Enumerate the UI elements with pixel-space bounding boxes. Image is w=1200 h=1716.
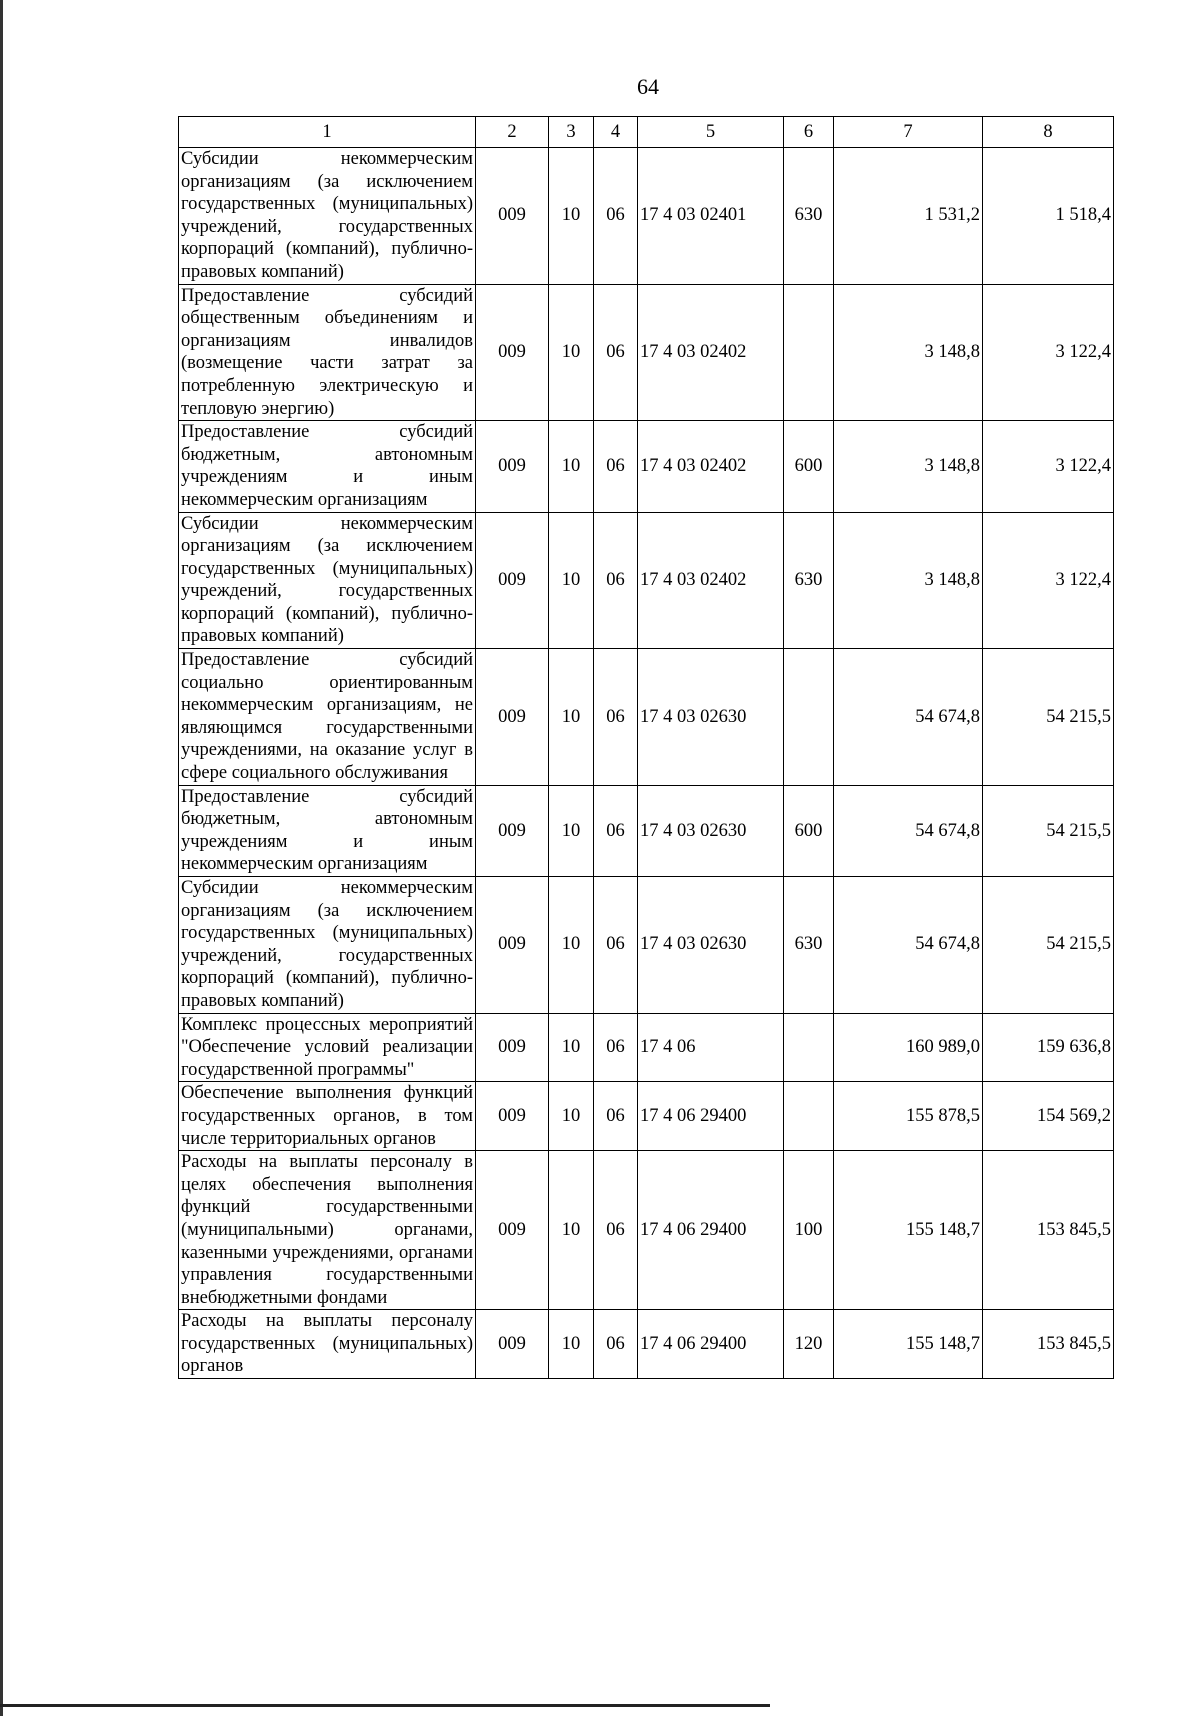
amount-cell: 3 122,4 [983, 421, 1114, 512]
amount-cell: 54 215,5 [983, 785, 1114, 876]
column-header: 1 [179, 117, 476, 148]
target-article-cell: 17 4 03 02402 [638, 512, 784, 649]
admin-code-cell: 009 [476, 877, 549, 1014]
target-article-cell: 17 4 06 29400 [638, 1151, 784, 1310]
row-name-cell: Субсидии некоммерческим организациям (за исключением государственных (муниципальных) учреждений, государственных корпораций (компаний), публично-правовых компаний) [179, 148, 476, 285]
target-article-cell: 17 4 06 29400 [638, 1082, 784, 1151]
amount-cell: 54 215,5 [983, 877, 1114, 1014]
subsection-cell: 06 [594, 148, 638, 285]
admin-code-cell: 009 [476, 1082, 549, 1151]
target-article-cell: 17 4 03 02630 [638, 649, 784, 786]
section-cell: 10 [549, 649, 594, 786]
admin-code-cell: 009 [476, 785, 549, 876]
row-name-cell: Предоставление субсидий социально ориентированным некоммерческим организациям, не являющимся государственными учреждениями, на оказание услуг в сфере социального обслуживания [179, 649, 476, 786]
subsection-cell: 06 [594, 1310, 638, 1379]
expense-type-cell [784, 1013, 834, 1082]
amount-cell: 153 845,5 [983, 1310, 1114, 1379]
subsection-cell: 06 [594, 649, 638, 786]
subsection-cell: 06 [594, 284, 638, 421]
subsection-cell: 06 [594, 421, 638, 512]
amount-cell: 54 674,8 [834, 877, 983, 1014]
expense-type-cell: 600 [784, 421, 834, 512]
table-row [179, 1013, 1114, 1082]
target-article-cell: 17 4 03 02402 [638, 284, 784, 421]
amount-cell: 160 989,0 [834, 1013, 983, 1082]
admin-code-cell: 009 [476, 1013, 549, 1082]
target-article-cell: 17 4 03 02630 [638, 785, 784, 876]
target-article-cell: 17 4 03 02402 [638, 421, 784, 512]
table-row [179, 1151, 1114, 1310]
amount-cell: 153 845,5 [983, 1151, 1114, 1310]
column-header: 5 [638, 117, 784, 148]
subsection-cell: 06 [594, 1151, 638, 1310]
amount-cell: 155 878,5 [834, 1082, 983, 1151]
amount-cell: 155 148,7 [834, 1151, 983, 1310]
section-cell: 10 [549, 785, 594, 876]
table-row [179, 421, 1114, 512]
admin-code-cell: 009 [476, 148, 549, 285]
column-header: 8 [983, 117, 1114, 148]
section-cell: 10 [549, 148, 594, 285]
budget-table [178, 116, 1114, 1379]
amount-cell: 3 122,4 [983, 284, 1114, 421]
amount-cell: 154 569,2 [983, 1082, 1114, 1151]
expense-type-cell: 600 [784, 785, 834, 876]
column-header: 6 [784, 117, 834, 148]
amount-cell: 1 518,4 [983, 148, 1114, 285]
admin-code-cell: 009 [476, 284, 549, 421]
table-row [179, 1310, 1114, 1379]
column-header: 4 [594, 117, 638, 148]
section-cell: 10 [549, 512, 594, 649]
expense-type-cell: 120 [784, 1310, 834, 1379]
section-cell: 10 [549, 877, 594, 1014]
subsection-cell: 06 [594, 1082, 638, 1151]
section-cell: 10 [549, 421, 594, 512]
section-cell: 10 [549, 1151, 594, 1310]
target-article-cell: 17 4 03 02630 [638, 877, 784, 1014]
target-article-cell: 17 4 06 [638, 1013, 784, 1082]
section-cell: 10 [549, 1013, 594, 1082]
amount-cell: 3 148,8 [834, 284, 983, 421]
expense-type-cell [784, 1082, 834, 1151]
admin-code-cell: 009 [476, 1310, 549, 1379]
row-name-cell: Комплекс процессных мероприятий "Обеспечение условий реализации государственной программы" [179, 1013, 476, 1082]
admin-code-cell: 009 [476, 649, 549, 786]
row-name-cell: Расходы на выплаты персоналу государственных (муниципальных) органов [179, 1310, 476, 1379]
amount-cell: 3 122,4 [983, 512, 1114, 649]
amount-cell: 3 148,8 [834, 421, 983, 512]
expense-type-cell [784, 649, 834, 786]
column-header: 2 [476, 117, 549, 148]
row-name-cell: Предоставление субсидий бюджетным, автономным учреждениям и иным некоммерческим организациям [179, 785, 476, 876]
subsection-cell: 06 [594, 877, 638, 1014]
amount-cell: 155 148,7 [834, 1310, 983, 1379]
row-name-cell: Расходы на выплаты персоналу в целях обеспечения выполнения функций государственными (муниципальными) органами, казенными учреждениями, органами управления государственными внебюджетными фондами [179, 1151, 476, 1310]
section-cell: 10 [549, 1310, 594, 1379]
row-name-cell: Предоставление субсидий бюджетным, автономным учреждениям и иным некоммерческим организациям [179, 421, 476, 512]
amount-cell: 159 636,8 [983, 1013, 1114, 1082]
amount-cell: 1 531,2 [834, 148, 983, 285]
section-cell: 10 [549, 1082, 594, 1151]
column-header: 3 [549, 117, 594, 148]
column-header: 7 [834, 117, 983, 148]
amount-cell: 54 674,8 [834, 649, 983, 786]
table-row [179, 284, 1114, 421]
subsection-cell: 06 [594, 512, 638, 649]
table-row [179, 649, 1114, 786]
table-row [179, 785, 1114, 876]
expense-type-cell [784, 284, 834, 421]
table-row [179, 1082, 1114, 1151]
section-cell: 10 [549, 284, 594, 421]
row-name-cell: Предоставление субсидий общественным объединениям и организациям инвалидов (возмещение части затрат за потребленную электрическую и тепловую энергию) [179, 284, 476, 421]
admin-code-cell: 009 [476, 421, 549, 512]
target-article-cell: 17 4 06 29400 [638, 1310, 784, 1379]
row-name-cell: Субсидии некоммерческим организациям (за исключением государственных (муниципальных) учреждений, государственных корпораций (компаний), публично-правовых компаний) [179, 877, 476, 1014]
subsection-cell: 06 [594, 785, 638, 876]
target-article-cell: 17 4 03 02401 [638, 148, 784, 285]
amount-cell: 54 674,8 [834, 785, 983, 876]
amount-cell: 3 148,8 [834, 512, 983, 649]
expense-type-cell: 630 [784, 148, 834, 285]
table-row [179, 877, 1114, 1014]
scan-left-edge [0, 0, 3, 1716]
row-name-cell: Обеспечение выполнения функций государственных органов, в том числе территориальных органов [179, 1082, 476, 1151]
subsection-cell: 06 [594, 1013, 638, 1082]
amount-cell: 54 215,5 [983, 649, 1114, 786]
expense-type-cell: 630 [784, 877, 834, 1014]
row-name-cell: Субсидии некоммерческим организациям (за исключением государственных (муниципальных) учреждений, государственных корпораций (компаний), публично-правовых компаний) [179, 512, 476, 649]
table-row [179, 148, 1114, 285]
scan-bottom-edge [0, 1704, 770, 1707]
expense-type-cell: 100 [784, 1151, 834, 1310]
page-number: 64 [637, 74, 659, 99]
expense-type-cell: 630 [784, 512, 834, 649]
table-header-row [179, 117, 1114, 148]
table-row [179, 512, 1114, 649]
admin-code-cell: 009 [476, 1151, 549, 1310]
admin-code-cell: 009 [476, 512, 549, 649]
